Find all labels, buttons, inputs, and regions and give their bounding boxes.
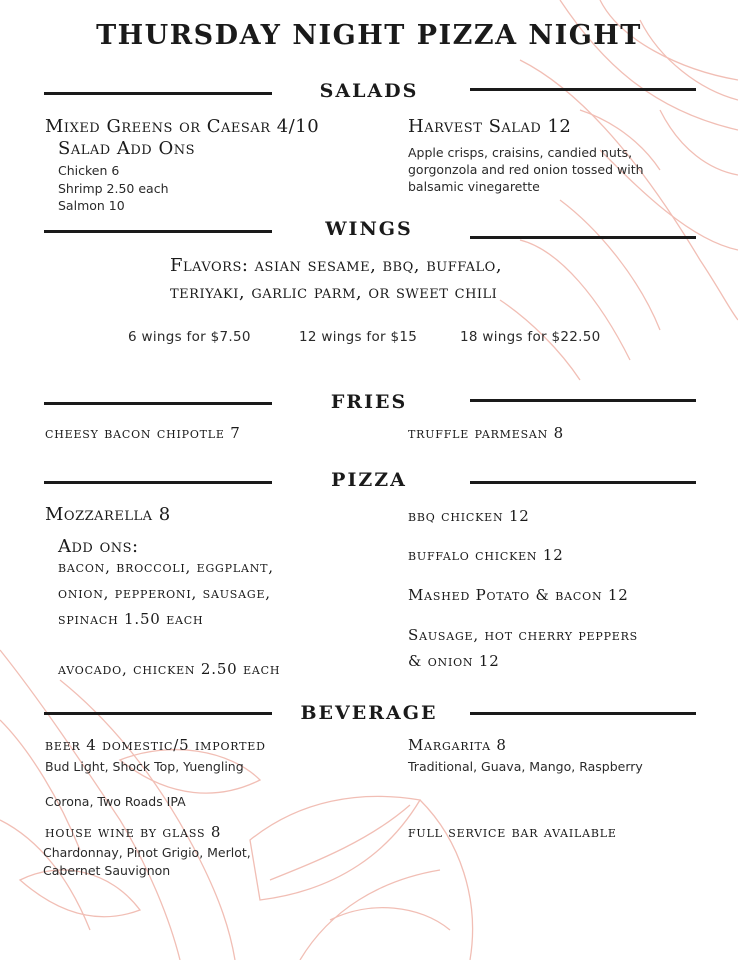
fries-heading: FRIES <box>330 391 408 413</box>
harvest-salad-item: Harvest Salad 12 <box>408 116 572 137</box>
fries-item: cheesy bacon chipotle 7 <box>45 424 241 442</box>
beverage-heading: BEVERAGE <box>300 702 438 724</box>
mashed-potato-item: Mashed Potato & bacon 12 <box>408 586 629 604</box>
margarita-list: Traditional, Guava, Mango, Raspberry <box>408 759 643 774</box>
wings-price: 6 wings for $7.50 <box>128 329 251 345</box>
wings-price: 12 wings for $15 <box>299 329 418 345</box>
beer-list: Bud Light, Shock Top, Yuengling <box>45 759 244 774</box>
wine-list: Chardonnay, Pinot Grigio, Merlot, <box>43 845 251 860</box>
wings-price: 18 wings for $22.50 <box>460 329 601 345</box>
pizza-addons-line: onion, pepperoni, sausage, <box>58 584 271 602</box>
pizza-addons-extra: avocado, chicken 2.50 each <box>58 660 281 678</box>
wings-flavors: Flavors: asian sesame, bbq, buffalo, <box>170 255 503 276</box>
salad-addons-heading: Salad Add Ons <box>58 138 195 159</box>
wings-heading: WINGS <box>325 218 413 240</box>
sausage-item: Sausage, hot cherry peppers <box>408 626 639 644</box>
sausage-item: & onion 12 <box>408 652 500 670</box>
pizza-addons-line: spinach 1.50 each <box>58 610 204 628</box>
pizza-addons-heading: Add ons: <box>58 536 139 557</box>
salads-heading: SALADS <box>319 80 419 102</box>
mixed-greens-item: Mixed Greens or Caesar 4/10 <box>45 116 320 137</box>
bbq-chicken-item: bbq chicken 12 <box>408 507 530 525</box>
buffalo-chicken-item: buffalo chicken 12 <box>408 546 564 564</box>
pizza-addons-line: bacon, broccoli, eggplant, <box>58 558 274 576</box>
salad-addon-item: Salmon 10 <box>58 198 125 213</box>
salad-addon-item: Chicken 6 <box>58 163 120 178</box>
full-service-bar: full service bar available <box>408 823 617 841</box>
beer-list: Corona, Two Roads IPA <box>45 794 186 809</box>
margarita-item: Margarita 8 <box>408 736 507 754</box>
wings-flavors: teriyaki, garlic parm, or sweet chili <box>170 282 498 303</box>
mozzarella-item: Mozzarella 8 <box>45 504 171 525</box>
salad-addon-item: Shrimp 2.50 each <box>58 181 169 196</box>
harvest-salad-desc: Apple crisps, craisins, candied nuts, <box>408 145 633 160</box>
wine-list: Cabernet Sauvignon <box>43 863 171 878</box>
beer-item: beer 4 domestic/5 imported <box>45 736 266 754</box>
menu-title: THURSDAY NIGHT PIZZA NIGHT <box>96 20 642 51</box>
harvest-salad-desc: gorgonzola and red onion tossed with <box>408 162 644 177</box>
house-wine-item: house wine by glass 8 <box>45 823 222 841</box>
fries-item: truffle parmesan 8 <box>408 424 564 442</box>
harvest-salad-desc: balsamic vinegarette <box>408 179 540 194</box>
pizza-heading: PIZZA <box>331 469 407 491</box>
